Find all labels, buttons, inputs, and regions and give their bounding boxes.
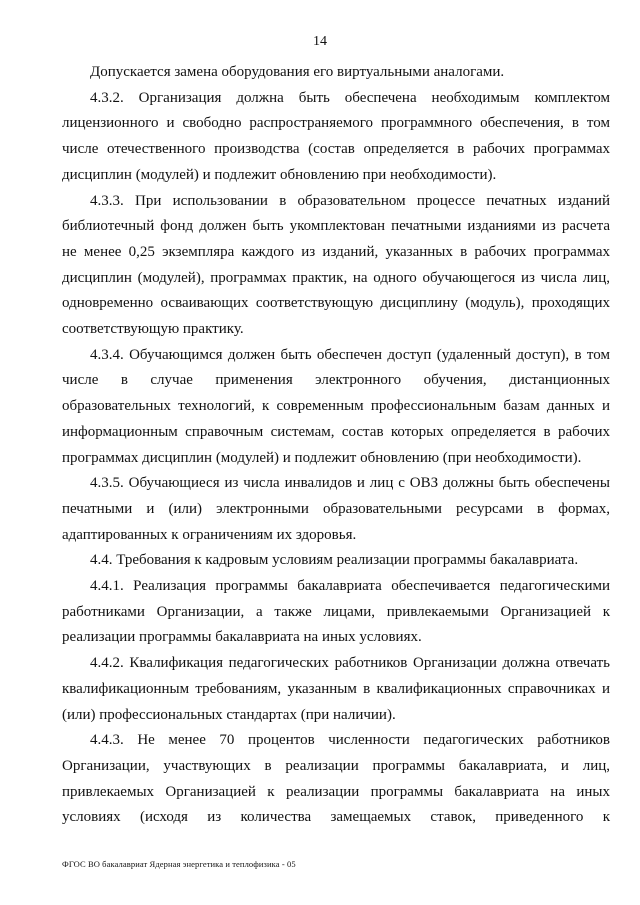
paragraph-4-4-heading: 4.4. Требования к кадровым условиям реализации программы бакалавриата. (90, 552, 579, 569)
paragraph-equipment-replacement: Допускается замена оборудования его виртуальными аналогами. (90, 64, 505, 80)
paragraph-4-4-1: 4.4.1. Реализация программы бакалавриата обеспечивается педагогическими работниками Организации, а также лицами, привлекаемыми Организацией к реализации программы бакалавриата на иных условиях. (62, 578, 610, 646)
paragraph-4-3-5: 4.3.5. Обучающиеся из числа инвалидов и лиц с ОВЗ должны быть обеспечены печатными и (или) электронными образовательными ресурсами в формах, адаптированных к ограничениям их здоровья. (62, 475, 610, 543)
paragraph-4-3-3: 4.3.3. При использовании в образовательном процессе печатных изданий библиотечный фонд должен быть укомплектован печатными изданиями из расчета не менее 0,25 экземпляра каждого из изданий, указанных в рабочих программах дисциплин (модулей), программах практик, на одного обучающегося из числа лиц, одновременно осваивающих соответствующую дисциплину (модуль), проходящих соответствующую практику. (62, 192, 610, 338)
paragraph-4-4-2: 4.4.2. Квалификация педагогических работников Организации должна отвечать квалификационным требованиям, указанным в квалификационных справочниках и (или) профессиональных стандартах (при наличии). (62, 655, 610, 723)
paragraph-4-3-4: 4.3.4. Обучающимся должен быть обеспечен доступ (удаленный доступ), в том числе в случае применения электронного обучения, дистанционных образовательных технологий, к современным профессиональным базам данных и информационным справочным системам, состав которых определяется в рабочих программах дисциплин (модулей) и подлежит обновлению (при необходимости). (62, 346, 610, 466)
page-number: 14 (313, 34, 327, 49)
paragraph-4-4-3: 4.4.3. Не менее 70 процентов численности педагогических работников Организации, участвующих в реализации программы бакалавриата, и лиц, привлекаемых Организацией к реализации программы бакалавриата на иных условиях (исходя из количества замещаемых ставок, приведенного к (62, 732, 610, 826)
paragraph-4-3-2: 4.3.2. Организация должна быть обеспечена необходимым комплектом лицензионного и свободно распространяемого программного обеспечения, в том числе отечественного производства (состав определяется в рабочих программах дисциплин (модулей) и подлежит обновлению при необходимости). (62, 89, 610, 183)
document-body (62, 60, 610, 831)
document-footer: ФГОС ВО бакалавриат Ядерная энергетика и теплофизика - 05 (62, 859, 296, 869)
